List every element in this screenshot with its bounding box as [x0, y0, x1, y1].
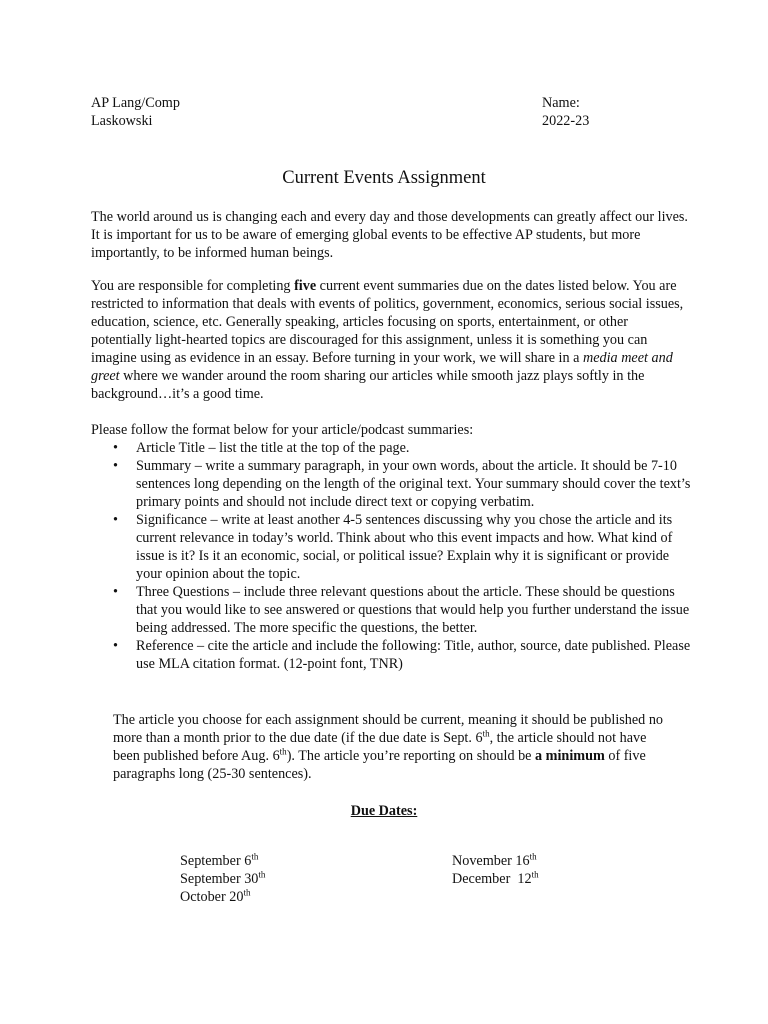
due-date-suffix: th	[529, 851, 537, 862]
due-date-text: September 30	[180, 871, 259, 887]
closing-text-1: The article you choose for each assignment should be current, meaning it should be published no more than a month prior to the due date (if the due date is Sept. 6	[113, 712, 664, 746]
due-date-item	[452, 870, 539, 888]
school-year: 2022-23	[542, 113, 590, 129]
course-name: AP Lang/Comp	[91, 95, 180, 111]
due-date-text: December 12	[452, 871, 532, 887]
due-date-text: November 16	[452, 853, 530, 869]
page-title: Current Events Assignment	[282, 168, 486, 188]
due-dates-right-column	[452, 852, 539, 888]
due-date-suffix: th	[531, 869, 539, 880]
due-date-suffix: th	[243, 887, 251, 898]
due-dates-left-column	[180, 852, 265, 906]
bullet-icon: •	[113, 512, 118, 528]
bullet-text: Article Title – list the title at the top of the page.	[136, 440, 410, 456]
bullet-icon: •	[113, 584, 118, 600]
intro-paragraph: The world around us is changing each and every day and those developments can greatly affect our lives. It is important for us to be aware of emerging global events to be effective AP students, but more importantly, to be informed human beings.	[91, 209, 688, 261]
responsibility-italic-phrase: media meet and greet	[91, 350, 673, 384]
due-date-item	[180, 852, 265, 870]
due-date-item	[180, 888, 265, 906]
responsibility-text-2: current event summaries due on the dates listed below. You are restricted to information that deals with events of politics, government, economics, serious social issues, education, science, etc. Generally speaking, articles focusing on sports, entertainment, or other potentially light-hearted topics are discouraged for this assignment, unless it is something you can imagine using as evidence in an essay. Before turning in your work, we will share in a	[91, 278, 684, 366]
due-date-item	[452, 852, 539, 870]
responsibility-text-1: You are responsible for completing	[91, 278, 295, 294]
due-date-suffix: th	[258, 869, 266, 880]
format-intro: Please follow the format below for your article/podcast summaries:	[91, 422, 474, 438]
responsibility-bold-five: five	[294, 278, 317, 294]
bullet-text: Summary – write a summary paragraph, in your own words, about the article. It should be 7-10 sentences long depending on the length of the original text. Your summary should cover the text’s primary points and should not include direct text or copying verbatim.	[136, 458, 691, 510]
due-date-text: September 6	[180, 853, 252, 869]
list-item	[91, 457, 691, 511]
closing-text-3: ). The article you’re reporting on should be	[286, 748, 536, 764]
bullet-text: Reference – cite the article and include the following: Title, author, source, date published. Please use MLA citation format. (12-point font, TNR)	[136, 638, 691, 672]
bullet-text: Three Questions – include three relevant questions about the article. These should be questions that you would like to see answered or questions that would help you further understand the issue being addressed. The more specific the questions, the better.	[136, 584, 690, 636]
teacher-name: Laskowski	[91, 113, 153, 129]
responsibility-paragraph	[91, 277, 691, 403]
header-left	[91, 94, 180, 130]
bullet-text: Significance – write at least another 4-5 sentences discussing why you chose the article and its current relevance in today’s world. Think about who this event impacts and how. What kind of issue is it? Is it an economic, social, or political issue? Explain why it is significant or provide your opinion about the topic.	[136, 512, 673, 582]
format-bullet-list	[91, 439, 691, 673]
list-item	[91, 583, 691, 637]
responsibility-text-3: where we wander around the room sharing our articles while smooth jazz plays softly in the background…it’s a good time.	[91, 368, 645, 402]
due-dates-heading: Due Dates:	[350, 803, 418, 819]
due-date-suffix: th	[251, 851, 259, 862]
closing-sup-1: th	[482, 728, 490, 739]
bullet-icon: •	[113, 458, 118, 474]
bullet-icon: •	[113, 440, 118, 456]
bullet-icon: •	[113, 638, 118, 654]
name-label: Name:	[542, 95, 580, 111]
header-right	[542, 94, 589, 130]
closing-bold-minimum: a minimum	[535, 748, 605, 764]
closing-paragraph	[113, 711, 673, 783]
closing-text-2: , the article should not have been published before Aug. 6	[113, 730, 647, 764]
list-item	[91, 511, 691, 583]
list-item	[91, 637, 691, 673]
due-date-item	[180, 870, 265, 888]
closing-text-4: of five paragraphs long (25-30 sentences).	[113, 748, 646, 782]
closing-sup-2: th	[279, 746, 287, 757]
due-date-text: October 20	[180, 889, 244, 905]
list-item	[91, 439, 691, 457]
